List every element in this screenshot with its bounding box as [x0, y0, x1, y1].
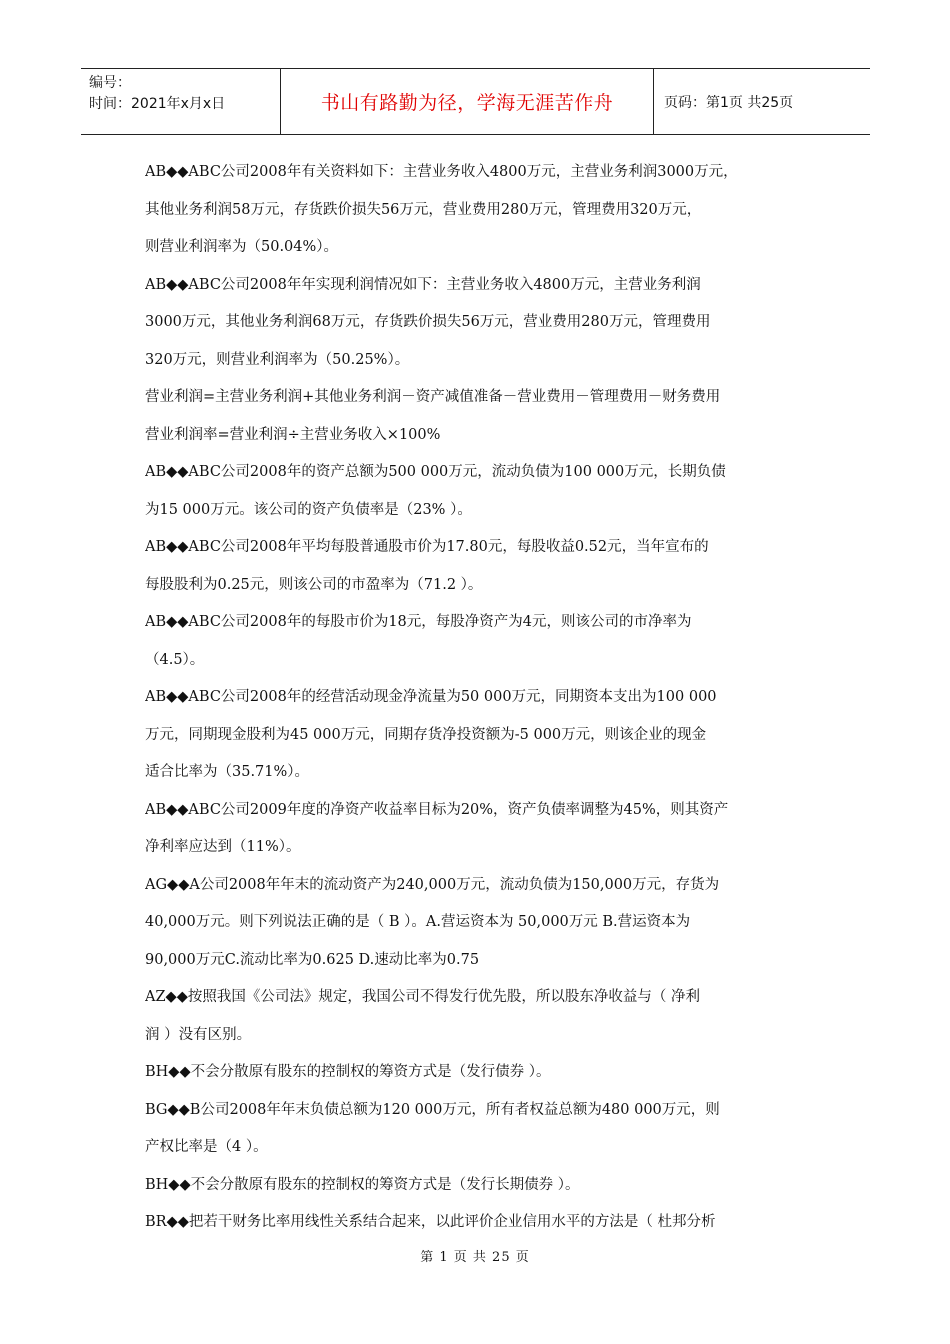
- footer-page-number: 第 1 页 共 25 页: [420, 1250, 530, 1265]
- text-line: 40,000万元。则下列说法正确的是（ B ）。A.营运资本为 50,000万元 B.营运资本为: [145, 914, 691, 930]
- text-line: 净利率应达到（11%）。: [145, 839, 301, 855]
- text-line: 则营业利润率为（50.04%）。: [145, 239, 339, 255]
- header-meta-cell: [81, 69, 281, 134]
- text-line: 3000万元，其他业务利润68万元，存货跌价损失56万元，营业费用280万元，管理费用: [145, 314, 711, 330]
- page-cell: [654, 69, 870, 134]
- text-line: 为15 000万元。该公司的资产负债率是（23% ）。: [145, 501, 472, 518]
- document-body: [145, 154, 825, 1242]
- page-label: 页码：第1页 共25页: [664, 95, 794, 111]
- text-line: 营业利润=主营业务利润+其他业务利润－资产减值准备－营业费用－管理费用－财务费用: [145, 389, 721, 405]
- text-line: （4.5）。: [145, 651, 205, 668]
- text-line: AB◆◆ABC公司2008年的每股市价为18元，每股净资产为4元，则该公司的市净率为: [145, 614, 692, 630]
- text-line: 营业利润率=营业利润÷主营业务收入×100%: [145, 426, 441, 443]
- number-label: 编号：: [89, 75, 131, 91]
- text-line: BH◆◆不会分散原有股东的控制权的筹资方式是（发行债券 ）。: [145, 1064, 551, 1080]
- motto-cell: [281, 69, 654, 134]
- text-line: AB◆◆ABC公司2008年的资产总额为500 000万元，流动负债为100 000万元，长期负债: [145, 464, 726, 480]
- text-line: BR◆◆把若干财务比率用线性关系结合起来，以此评价企业信用水平的方法是（ 杜邦分析: [145, 1214, 716, 1230]
- document-header: [81, 68, 870, 135]
- text-line: 90,000万元C.流动比率为0.625 D.速动比率为0.75: [145, 951, 480, 968]
- text-line: AB◆◆ABC公司2008年有关资料如下：主营业务收入4800万元，主营业务利润3000万元，: [145, 164, 738, 180]
- text-line: AZ◆◆按照我国《公司法》规定，我国公司不得发行优先股，所以股东净收益与（ 净利: [145, 989, 700, 1005]
- text-line: BG◆◆B公司2008年年末负债总额为120 000万元，所有者权益总额为480 000万元，则: [145, 1101, 720, 1118]
- page-footer: [0, 1246, 950, 1265]
- motto-text: 书山有路勤为径，学海无涯苦作舟: [320, 92, 614, 114]
- text-line: AB◆◆ABC公司2008年平均每股普通股市价为17.80元，每股收益0.52元，当年宣布的: [145, 539, 709, 555]
- text-line: 产权比率是（4 ）。: [145, 1139, 268, 1155]
- time-label: 时间：2021年x月x日: [89, 96, 226, 112]
- text-line: 润 ）没有区别。: [145, 1026, 252, 1043]
- text-line: 万元，同期现金股利为45 000万元，同期存货净投资额为-5 000万元，则该企业的现金: [145, 726, 707, 743]
- text-line: AB◆◆ABC公司2008年的经营活动现金净流量为50 000万元，同期资本支出为100 000: [145, 689, 717, 705]
- text-line: AB◆◆ABC公司2008年年实现利润情况如下：主营业务收入4800万元，主营业务利润: [145, 276, 701, 293]
- text-line: 适合比率为（35.71%）。: [145, 764, 310, 780]
- text-line: 320万元，则营业利润率为（50.25%）。: [145, 351, 410, 368]
- text-line: 每股股利为0.25元，则该公司的市盈率为（71.2 ）。: [145, 576, 483, 593]
- text-line: AG◆◆A公司2008年年末的流动资产为240,000万元，流动负债为150,000万元，存货为: [145, 876, 720, 893]
- text-line: BH◆◆不会分散原有股东的控制权的筹资方式是（发行长期债券 ）。: [145, 1176, 580, 1193]
- text-line: 其他业务利润58万元，存货跌价损失56万元，营业费用280万元，管理费用320万元，: [145, 201, 702, 218]
- text-line: AB◆◆ABC公司2009年度的净资产收益率目标为20%，资产负债率调整为45%，则其资产: [145, 801, 729, 818]
